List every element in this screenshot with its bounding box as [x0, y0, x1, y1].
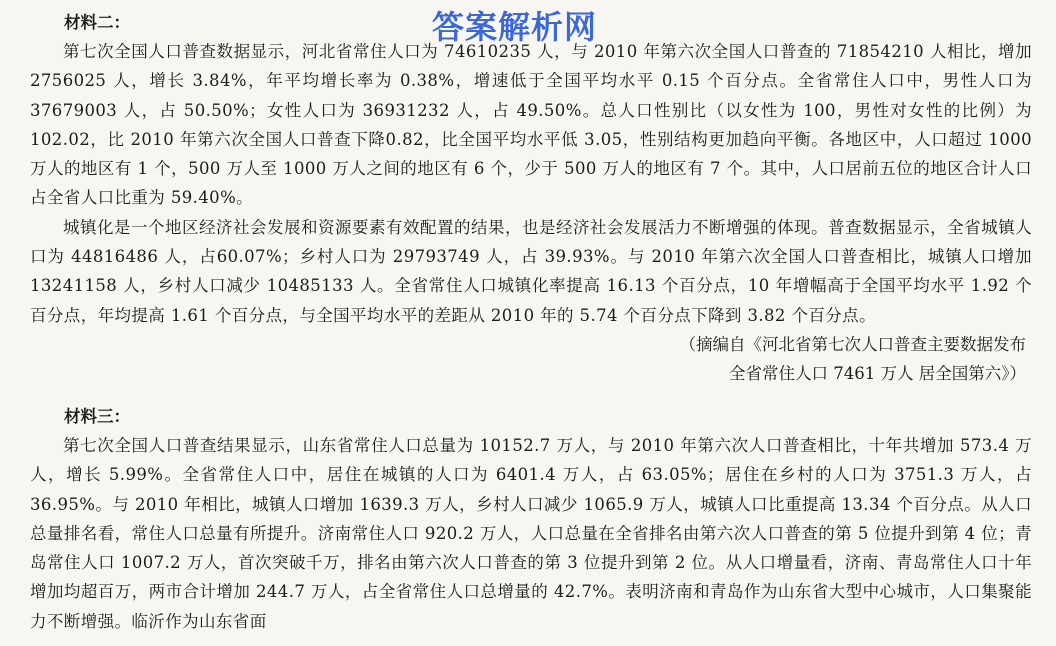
material3-heading: 材料三：	[64, 406, 130, 426]
material3-paragraph-1: 第七次全国人口普查结果显示，山东省常住人口总量为 10152.7 万人，与 2010 年第六次人口普查相比，十年共增加 573.4 万人，增长 5.99%。全省常住人口中，居住在城镇的人口为 6401.4 万人，占 63.05%；居住在乡村的人口为 3751.3 万人，占 36.95%。与 2010 年相比，城镇人口增加 1639.3 万人，乡村人口减少 1065.9 万人，城镇人口比重提高 13.34 个百分点。从人口总量排名看，常住人口总量有所提升。济南常住人口 920.2 万人，人口总量在全省排名由第六次人口普查的第 5 位提升到第 4 位；青岛常住人口 1007.2 万人，首次突破千万，排名由第六次人口普查的第 3 位提升到第 2 位。从人口增量看，济南、青岛常住人口十年增加均超百万，两市合计增加 244.7 万人，占全省常住人口总增量的 42.7%。表明济南和青岛作为山东省大型中心城市，人口集聚能力不断增强。临沂作为山东省面	[30, 435, 1032, 631]
material2-source-line-1: （摘编自《河北省第七次人口普查主要数据发布	[679, 334, 1026, 354]
material2-paragraph-1: 第七次全国人口普查数据显示，河北省常住人口为 74610235 人，与 2010 年第六次全国人口普查的 71854210 人相比，增加 2756025 人，增长 3.84%，年平均增长率为 0.38%，增速低于全国平均水平 0.15 个百分点。全省常住人口中，男性人口为 37679003 人，占 50.50%；女性人口为 36931232 人，占 49.50%。总人口性别比（以女性为 100，男性对女性的比例）为 102.02，比 2010 年第六次全国人口普查下降0.82，比全国平均水平低 3.05，性别结构更加趋向平衡。各地区中，人口超过 1000 万人的地区有 1 个，500 万人至 1000 万人之间的地区有 6 个，少于 500 万人的地区有 7 个。其中，人口居前五位的地区合计人口占全省人口比重为 59.40%。	[30, 42, 1032, 208]
site-watermark: 答案解析网	[432, 8, 598, 46]
material2-source-line-2: 全省常住人口 7461 万人 居全国第六》）	[729, 363, 1026, 383]
section-gap	[30, 388, 1032, 402]
material2-heading: 材料二：	[64, 13, 130, 32]
material2-paragraph-2: 城镇化是一个地区经济社会发展和资源要素有效配置的结果，也是经济社会发展活力不断增强的体现。普查数据显示，全省城镇人口为 44816486 人，占60.07%；乡村人口为 29793749 人，占 39.93%。与 2010 年第六次全国人口普查相比，城镇人口增加 13241158 人，乡村人口减少 10485133 人。全省常住人口城镇化率提高 16.13 个百分点，10 年增幅高于全国平均水平 1.92 个百分点，年均提高 1.61 个百分点，与全国平均水平的差距从 2010 年的 5.74 个百分点下降到 3.82 个百分点。	[30, 217, 1032, 325]
